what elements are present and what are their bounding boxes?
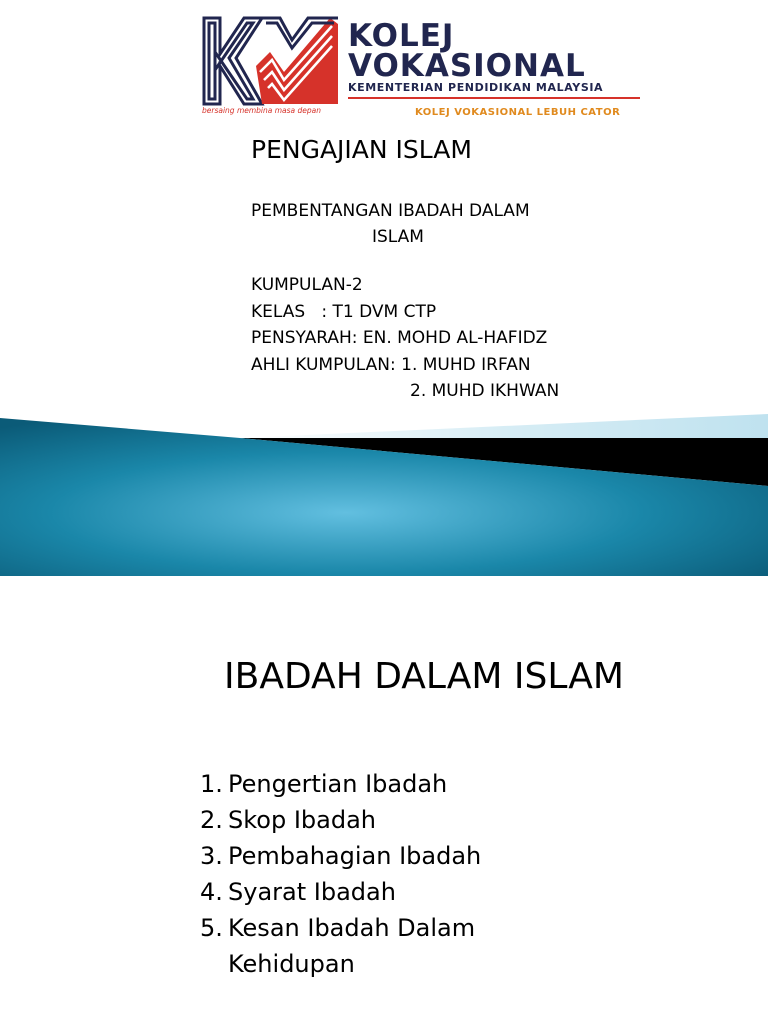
agenda-item-continuation: Kehidupan: [228, 950, 355, 978]
logo-brand-kolej: KOLEJ: [348, 18, 455, 54]
agenda-list: [200, 766, 481, 982]
group-info: [251, 272, 559, 405]
topic-line-1: PEMBENTANGAN IBADAH DALAM: [251, 201, 530, 221]
agenda-item: 3. Pembahagian Ibadah: [200, 842, 482, 870]
lecturer-name: PENSYARAH: EN. MOHD AL-HAFIDZ: [251, 328, 548, 348]
topic-line-2: ISLAM: [372, 227, 424, 247]
logo-divider: [348, 97, 640, 99]
slide-agenda: [0, 576, 768, 1024]
logo-campus-name: KOLEJ VOKASIONAL LEBUH CATOR: [415, 107, 621, 118]
agenda-item: 5. Kesan Ibadah Dalam: [200, 914, 476, 942]
members-line-1: AHLI KUMPULAN: 1. MUHD IRFAN: [251, 354, 531, 375]
class-name: KELAS : T1 DVM CTP: [251, 301, 437, 322]
agenda-item: 4. Syarat Ibadah: [200, 878, 396, 906]
logo-tagline: bersaing membina masa depan: [202, 106, 322, 115]
agenda-item: 1. Pengertian Ibadah: [200, 770, 448, 798]
presentation-topic: [251, 198, 530, 250]
agenda-title: IBADAH DALAM ISLAM: [224, 656, 624, 697]
decorative-banner: [0, 410, 768, 576]
logo-ministry: KEMENTERIAN PENDIDIKAN MALAYSIA: [348, 81, 604, 94]
group-number: KUMPULAN-2: [251, 275, 363, 295]
kolej-vokasional-logo: [192, 8, 648, 134]
agenda-item: 2. Skop Ibadah: [200, 806, 376, 834]
members-line-2: 2. MUHD IKHWAN: [410, 381, 560, 401]
subject-title: PENGAJIAN ISLAM: [251, 135, 472, 164]
logo-brand-vokasional: VOKASIONAL: [348, 48, 586, 84]
kv-logo-mark-icon: [200, 14, 340, 108]
